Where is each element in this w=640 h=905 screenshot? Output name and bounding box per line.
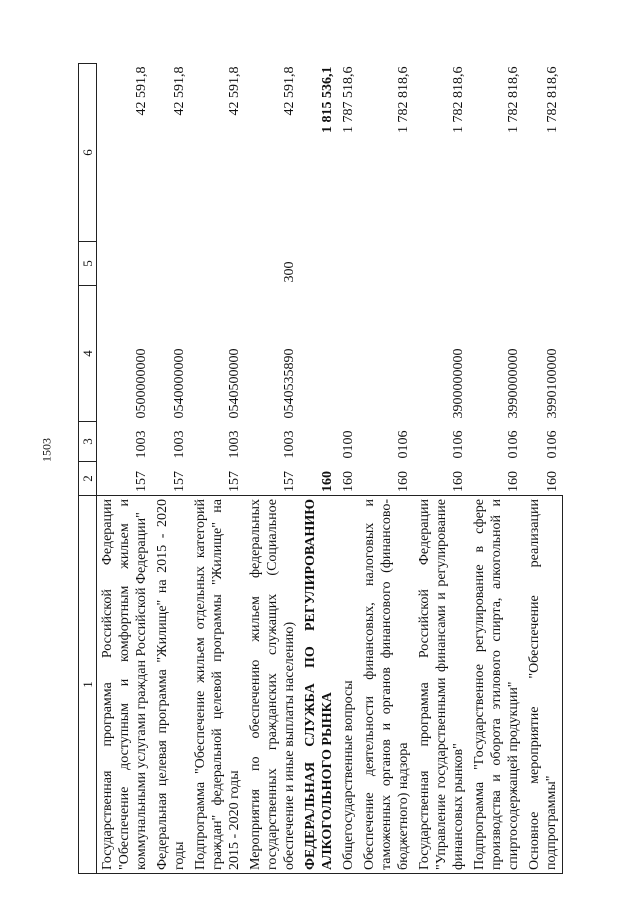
- row-section-code: 0106: [506, 430, 521, 459]
- row-ministry-code: 160: [451, 471, 466, 492]
- row-section-code: 1003: [282, 430, 297, 459]
- row-amount: 1 782 818,6: [506, 66, 521, 133]
- row-name: Государственная программа Российской Федерации "Управление государственными финансами и регулирование финансовых рынков": [414, 496, 469, 874]
- row-section-code: [300, 422, 338, 462]
- header-col-4: 4: [79, 286, 97, 422]
- row-expense-type: [524, 242, 563, 286]
- row-amount: 1 782 818,6: [544, 66, 560, 133]
- row-amount: 42 591,8: [134, 66, 149, 116]
- header-col-3: 3: [79, 422, 97, 462]
- row-name: Федеральная целевая программа "Жилище" на 2015 - 2020 годы: [152, 496, 190, 874]
- row-expense-type: [414, 242, 469, 286]
- row-name: Подпрограмма "Обеспечение жильем отдельных категорий граждан" федеральной целевой программы "Жилище" на 2015 - 2020 годы: [190, 496, 245, 874]
- table-row: [190, 64, 245, 874]
- row-target-code: [359, 286, 414, 422]
- row-amount: 1 782 818,6: [451, 66, 466, 133]
- row-name: Мероприятия по обеспечению жильем федеральных государственных гражданских служащих (Социальное обеспечение и иные выплаты населению): [245, 496, 300, 874]
- table-row: [414, 64, 469, 874]
- table-row: [469, 64, 524, 874]
- table-row: [300, 64, 338, 874]
- row-expense-type: 300: [282, 261, 297, 283]
- row-amount: 42 591,8: [227, 66, 242, 116]
- header-col-2: 2: [79, 462, 97, 496]
- row-target-code: [300, 286, 338, 422]
- row-target-code: 3990000000: [506, 348, 521, 419]
- row-expense-type: [190, 242, 245, 286]
- row-target-code: 0540500000: [227, 348, 242, 419]
- row-expense-type: [97, 242, 153, 286]
- row-name: ФЕДЕРАЛЬНАЯ СЛУЖБА ПО РЕГУЛИРОВАНИЮ АЛКОГОЛЬНОГО РЫНКА: [300, 496, 338, 874]
- row-name: Общегосударственные вопросы: [338, 496, 359, 874]
- row-expense-type: [152, 242, 190, 286]
- row-ministry-code: 160: [544, 471, 560, 492]
- table-row: [524, 64, 563, 874]
- table-row: [152, 64, 190, 874]
- row-target-code: 0500000000: [134, 348, 149, 419]
- row-section-code: 1003: [134, 430, 149, 459]
- header-col-6: 6: [79, 64, 97, 242]
- row-section-code: 0106: [396, 430, 411, 459]
- row-ministry-code: 160: [506, 471, 521, 492]
- row-name: Обеспечение деятельности финансовых, налоговых и таможенных органов и органов финансового (финансово-бюджетного) надзора: [359, 496, 414, 874]
- row-ministry-code: 160: [320, 471, 335, 492]
- row-expense-type: [300, 242, 338, 286]
- row-target-code: 0540000000: [172, 348, 187, 419]
- budget-table: [78, 63, 563, 874]
- row-name: Подпрограмма "Государственное регулирование в сфере производства и оборота этилового спирта, алкогольной и спиртосодержащей продукции": [469, 496, 524, 874]
- budget-table-rotated: [78, 64, 574, 874]
- row-ministry-code: 157: [227, 471, 242, 492]
- table-row: [97, 64, 153, 874]
- row-amount: 42 591,8: [282, 66, 297, 116]
- row-ministry-code: 157: [134, 471, 149, 492]
- row-section-code: 1003: [227, 430, 242, 459]
- row-amount: 1 782 818,6: [396, 66, 411, 133]
- table-row: [245, 64, 300, 874]
- row-name: Основное мероприятие "Обеспечение реализации подпрограммы": [524, 496, 563, 874]
- row-expense-type: [338, 242, 359, 286]
- row-ministry-code: 160: [341, 471, 356, 492]
- row-target-code: 0540535890: [282, 348, 297, 419]
- row-amount: 1 815 536,1: [320, 66, 335, 133]
- row-section-code: 0106: [451, 430, 466, 459]
- row-target-code: [338, 286, 359, 422]
- row-amount: 1 787 518,6: [341, 66, 356, 133]
- row-ministry-code: 157: [172, 471, 187, 492]
- table-header-row: [79, 64, 97, 874]
- row-target-code: 3990100000: [544, 348, 560, 419]
- row-section-code: 0100: [341, 430, 356, 459]
- header-col-5: 5: [79, 242, 97, 286]
- row-expense-type: [469, 242, 524, 286]
- row-section-code: 1003: [172, 430, 187, 459]
- page-number: 1503: [39, 438, 54, 462]
- row-ministry-code: 157: [282, 471, 297, 492]
- row-expense-type: [359, 242, 414, 286]
- row-name: Государственная программа Российской Федерации "Обеспечение доступным и комфортным жильем и коммунальными услугами граждан Российской Федерации": [97, 496, 153, 874]
- table-row: [359, 64, 414, 874]
- row-target-code: 3900000000: [451, 348, 466, 419]
- header-col-1: 1: [79, 496, 97, 874]
- row-section-code: 0106: [544, 430, 560, 459]
- row-ministry-code: 160: [396, 471, 411, 492]
- table-row: [338, 64, 359, 874]
- row-amount: 42 591,8: [172, 66, 187, 116]
